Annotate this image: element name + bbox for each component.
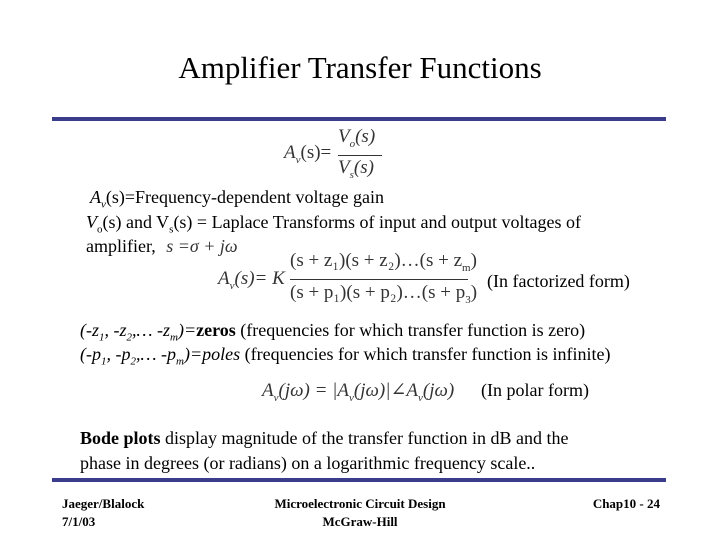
polar-equation: $A_v(j\omega)$ = $|A_v(j\omega)|\angle A_v(j\omega)$ <box>262 380 455 404</box>
eq2-numerator: (s + z₁)(s + z₂)…(s + $z_m$) <box>290 250 477 274</box>
eq2-denominator: (s + p₁)(s + p₂)…(s + $p_3$) <box>290 282 478 306</box>
footer-date: 7/1/03 <box>62 514 96 529</box>
gain-definition-equation <box>284 128 394 182</box>
footer-publisher: McGraw-Hill <box>322 514 398 529</box>
polar-note: (In polar form) <box>481 380 589 400</box>
footer-page-number: Chap10 - 24 <box>592 496 660 511</box>
s-definition: s =σ + jω <box>166 236 238 256</box>
bode-description-continued: phase in degrees (or radians) on a logarithmic frequency scale.. <box>80 453 536 473</box>
eq2-fraction-bar <box>290 279 468 280</box>
footer-book <box>230 495 490 531</box>
eq2-lhs: $A_v(s)= K$ <box>218 268 285 292</box>
slide-title: Amplifier Transfer Functions <box>178 50 542 85</box>
factorized-note: (In factorized form) <box>487 271 630 291</box>
footer-author <box>62 495 144 531</box>
laplace-description: $V_o(s)$ and $V_s(s)$ = Laplace Transforms of input and output voltages of <box>86 212 582 236</box>
title-divider <box>52 117 666 121</box>
laplace-description-continued: amplifier, s =σ + jω <box>86 236 238 256</box>
zeros-description: ($-z_1$, $-z_2,\dots$ $-z_m)=zeros$ (frequencies for which transfer function is zero) <box>80 320 586 344</box>
factorized-equation <box>218 250 478 312</box>
eq1-fraction-bar <box>338 155 382 156</box>
gain-description: $A_v(s)=Frequency$-dependent voltage gain <box>90 187 384 211</box>
eq1-lhs: $A_v(s)=$ <box>284 142 332 166</box>
poles-description: ($-p_1$, $-p_2,\dots$ $-p_m)=poles$ (frequencies for which transfer function is infinite) <box>80 344 611 368</box>
footer-book-title: Microelectronic Circuit Design <box>274 496 446 511</box>
eq1-denominator: $V_s(s)$ <box>338 157 374 181</box>
eq1-numerator: $V_o(s)$ <box>338 126 376 150</box>
bode-description: Bode plots display magnitude of the transfer function in dB and the <box>80 428 569 448</box>
footer-divider <box>52 478 666 482</box>
footer-author-names: Jaeger/Blalock <box>62 496 145 511</box>
